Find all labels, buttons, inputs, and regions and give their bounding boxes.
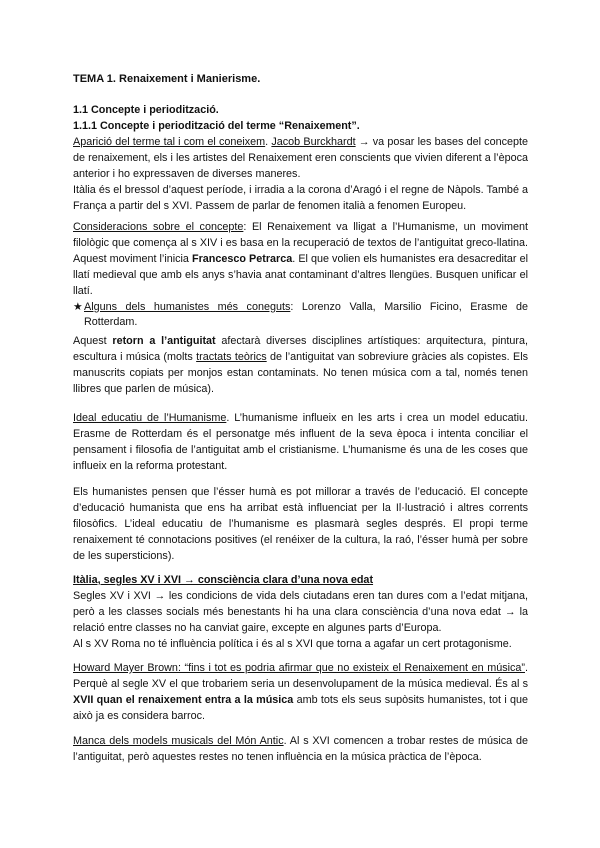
paragraph-brown: Howard Mayer Brown: “fins i tot es podria afirmar que no existeix el Renaixement en música”. Perquè al segle XV el que trobariem seria un desenvolupament de la música medieval. És al s XVII quan el renaixement entra a la música amb tots els seus supòsits humanistes, tot i que això ja es considera barroc. [73,662,529,722]
paragraph-educational-ideal: Ideal educatiu de l’Humanisme. L’humanisme influeix en les arts i crea un model educatiu. Erasme de Rotterdam és el personatge més influent de la seva època i intenta conciliar el pensament i filosofia de l’antiguitat amb el cristianisme. L’humanisme és una de les coses que influeix en la reforma protestant. [73,412,529,472]
paragraph-considerations: Consideracions sobre el concepte: El Renaixement va lligat a l’Humanisme, un moviment filològic que comença al s XIV i es basa en la recuperació de textos de l’antiguitat greco-llatina. Aquest moviment l’inicia Francesco Petrarca. El que volien els humanistes era desacreditar el llatí medieval que amb els anys s’havia anat contaminant d’altres llengües. Busquen unificar el llatí. ★ Alguns dels humanistes més coneguts: Lorenzo Valla, Marsilio Ficino, Erasme de Rotterdam. [73,220,528,331]
burckhardt-name: Jacob Burckhardt [271,136,356,148]
seventeenth-century-bold: XVII quan el renaixement entra a la música [73,693,294,706]
page-title: TEMA 1. Renaixement i Manierisme. [73,73,261,85]
treatises-term: tractats teòrics [196,350,267,363]
brown-quote: Howard Mayer Brown: “fins i tot es podria afirmar que no existeix el Renaixement en música” [73,662,525,674]
ancient-models-label: Manca dels models musicals del Món Antic [73,735,284,747]
italy-paragraph: Itàlia és el bressol d’aquest període, i irradia a la corona d’Aragó i el regne de Nàpols. També a França a partir del s XVI. Passem de parlar de fenomen italià a fenomen Europeu. [73,183,528,212]
petrarca-name: Francesco Petrarca [191,252,293,265]
considerations-label: Consideracions sobre el concepte [73,221,244,233]
return-antiquity-bold: retorn a l’antiguitat [112,335,216,347]
section-heading: 1.1 Concepte i periodització. [73,104,219,116]
educational-ideal-label: Ideal educatiu de l’Humanisme [73,412,227,424]
paragraph-burckhardt: Aparició del terme tal i com el coneixem. Jacob Burckhardt → va posar les bases del concepte de renaixement, els i les artistes del Renaixement eren conscients que vivien diferent a l’època anterior i ho expressaven de diverses maneres. Itàlia és el bressol d’aquest període, i irradia a la corona d’Aragó i el regne de Nàpols. També a França a partir del s XVI. Passem de parlar de fenomen italià a fenomen Europeu. [73,136,528,212]
paragraph-italy-centuries: Itàlia, segles XV i XVI → consciència clara d’una nova edat Segles XV i XVI → les condicions de vida dels ciutadans eren tan dures com a l’edat mitjana, però a les classes socials més benestants hi ha una clara consciència d’una nova edat → la relació entre classes no ha canviat gaire, excepte en algunes parts d’Europa. Al s XV Roma no té influència política i és al s XVI que torna a agafar un cert protagonisme. [73,574,528,650]
star-icon: ★ [73,300,83,313]
paragraph-antiquity: Aquest retorn a l’antiguitat afectarà diverses disciplines artístiques: arquitectura, pintura, escultura i música (molts tractats teòrics de l’antiguitat van sobreviure gràcies als copistes. Els manuscrits copiats per monjos estan contaminats. No tenen música com a tal, només tenen llibres que parlen de música). [73,335,529,395]
term-origin-label: Aparició del terme tal i com el coneixem [73,136,266,148]
paragraph-humanists: Els humanistes pensen que l’ésser humà es pot millorar a través de l’educació. El concepte d’educació humanista que ens ha arribat està influenciat per la Il·lustració i altres corrents filosòfics. L’ideal educatiu de l’humanisme es plasmarà segles després. El propi terme renaixement té connotacions positives (el renéixer de la cultura, la raó, l’ésser humà per sobre de les supersticions). [73,486,528,562]
subsection-heading: 1.1.1 Concepte i periodització del terme “Renaixement”. [73,120,360,132]
humanists-label: Alguns dels humanistes més coneguts [84,300,291,313]
italy-heading: Itàlia, segles XV i XVI → consciència clara d’una nova edat [73,574,374,586]
paragraph-ancient-models: Manca dels models musicals del Món Antic. Al s XVI comencen a trobar restes de música de l’antiguitat, però aquestes restes no tenen influència en la música pràctica de l’època. [73,735,528,763]
humanists-bullet: ★ Alguns dels humanistes més coneguts: Lorenzo Valla, Marsilio Ficino, Erasme de Rotterdam. [73,300,528,332]
